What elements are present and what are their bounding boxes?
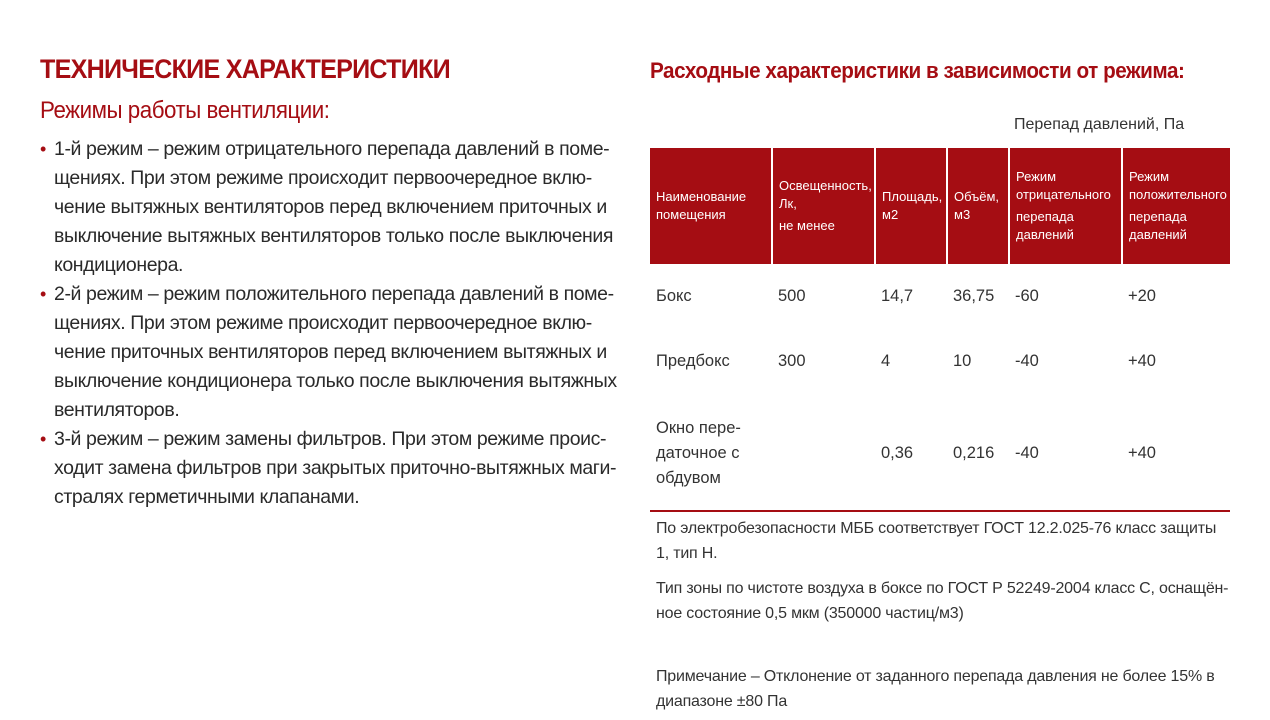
mode-item-3 xyxy=(40,425,640,512)
cell-illumination: 300 xyxy=(778,351,806,370)
mode-text-line: чение приточных вентиляторов перед включением вытяжных и xyxy=(54,341,607,363)
cell-volume: 36,75 xyxy=(953,286,995,305)
mode-text-line: 3-й режим – режим замены фильтров. При этом режиме проис- xyxy=(54,428,607,450)
bullet-icon: • xyxy=(40,284,46,304)
mode-text-line: ходит замена фильтров при закрытых приточно-вытяжных маги- xyxy=(54,457,617,479)
header-volume: Объём, м3 xyxy=(947,148,1009,264)
notes-block xyxy=(656,516,1230,714)
cell-room-name: Бокс xyxy=(656,286,692,305)
cell-volume: 10 xyxy=(953,351,972,370)
mode-text-line: вентиляторов. xyxy=(54,399,180,421)
header-area: Площадь, м2 xyxy=(875,148,947,264)
mode-text-line: выключение кондиционера только после выключения вытяжных xyxy=(54,370,617,392)
mode-text-line: стралях герметичными клапанами. xyxy=(54,486,360,508)
cell-volume: 0,216 xyxy=(953,443,995,462)
bullet-icon: • xyxy=(40,429,46,449)
header-negative-mode: Режим отрицательного перепада давлений xyxy=(1009,148,1122,264)
header-positive-mode: Режим положительного перепада давлений xyxy=(1122,148,1230,264)
table-row xyxy=(650,394,1230,512)
table-header-row xyxy=(650,148,1230,264)
consumption-specs-section xyxy=(650,58,1232,710)
mode-text-line: щениях. При этом режиме происходит первоочередное вклю- xyxy=(54,167,592,189)
cell-room-name: Окно пере- даточное с обдувом xyxy=(656,418,741,487)
mode-text-line: выключение вытяжных вентиляторов только после выключения xyxy=(54,225,614,247)
cell-negative-pressure: -40 xyxy=(1015,351,1039,370)
mode-item-1 xyxy=(40,135,640,280)
remark-note: Примечание – Отклонение от заданного перепада давления не более 15% в диапазоне ±80 Па xyxy=(656,668,1215,710)
technical-specs-section xyxy=(40,54,640,512)
cell-area: 14,7 xyxy=(881,286,914,305)
mode-text-line: кондиционера. xyxy=(54,254,184,276)
cell-room-name: Предбокс xyxy=(656,351,730,370)
cell-positive-pressure: +20 xyxy=(1128,286,1156,305)
consumption-title: Расходные характеристики в зависимости от режима: xyxy=(650,58,1185,83)
specs-table xyxy=(650,148,1230,512)
cell-illumination xyxy=(772,394,875,512)
cell-negative-pressure: -60 xyxy=(1015,286,1039,305)
cell-negative-pressure: -40 xyxy=(1015,443,1039,462)
electrical-safety-note: По электробезопасности МББ соответствует ГОСТ 12.2.025-76 класс защиты 1, тип Н. xyxy=(656,520,1217,562)
table-row xyxy=(650,264,1230,328)
table-row xyxy=(650,328,1230,394)
air-cleanliness-note: Тип зоны по чистоте воздуха в боксе по ГОСТ Р 52249-2004 класс С, оснащён- ное состояние 0,5 мкм (350000 частиц/м3) xyxy=(656,580,1229,622)
mode-text-line: 1-й режим – режим отрицательного перепада давлений в поме- xyxy=(54,138,610,160)
cell-positive-pressure: +40 xyxy=(1128,351,1156,370)
bullet-icon: • xyxy=(40,139,46,159)
page-title: ТЕХНИЧЕСКИЕ ХАРАКТЕРИСТИКИ xyxy=(40,54,450,84)
pressure-difference-label: Перепад давлений, Па xyxy=(1014,116,1185,133)
mode-text-line: 2-й режим – режим положительного перепада давлений в поме- xyxy=(54,283,614,305)
cell-area: 4 xyxy=(881,351,891,370)
header-room-name: Наименование помещения xyxy=(650,148,772,264)
cell-illumination: 500 xyxy=(778,286,806,305)
mode-text-line: чение вытяжных вентиляторов перед включением приточных и xyxy=(54,196,607,218)
cell-positive-pressure: +40 xyxy=(1128,443,1156,462)
mode-text-line: щениях. При этом режиме происходит первоочередное вклю- xyxy=(54,312,592,334)
header-illumination: Освещенность, Лк, не менее xyxy=(772,148,875,264)
ventilation-modes-heading: Режимы работы вентиляции: xyxy=(40,97,330,124)
cell-area: 0,36 xyxy=(881,443,914,462)
table-divider xyxy=(650,510,1230,512)
mode-item-2 xyxy=(40,280,640,425)
ventilation-modes-list xyxy=(40,135,640,512)
